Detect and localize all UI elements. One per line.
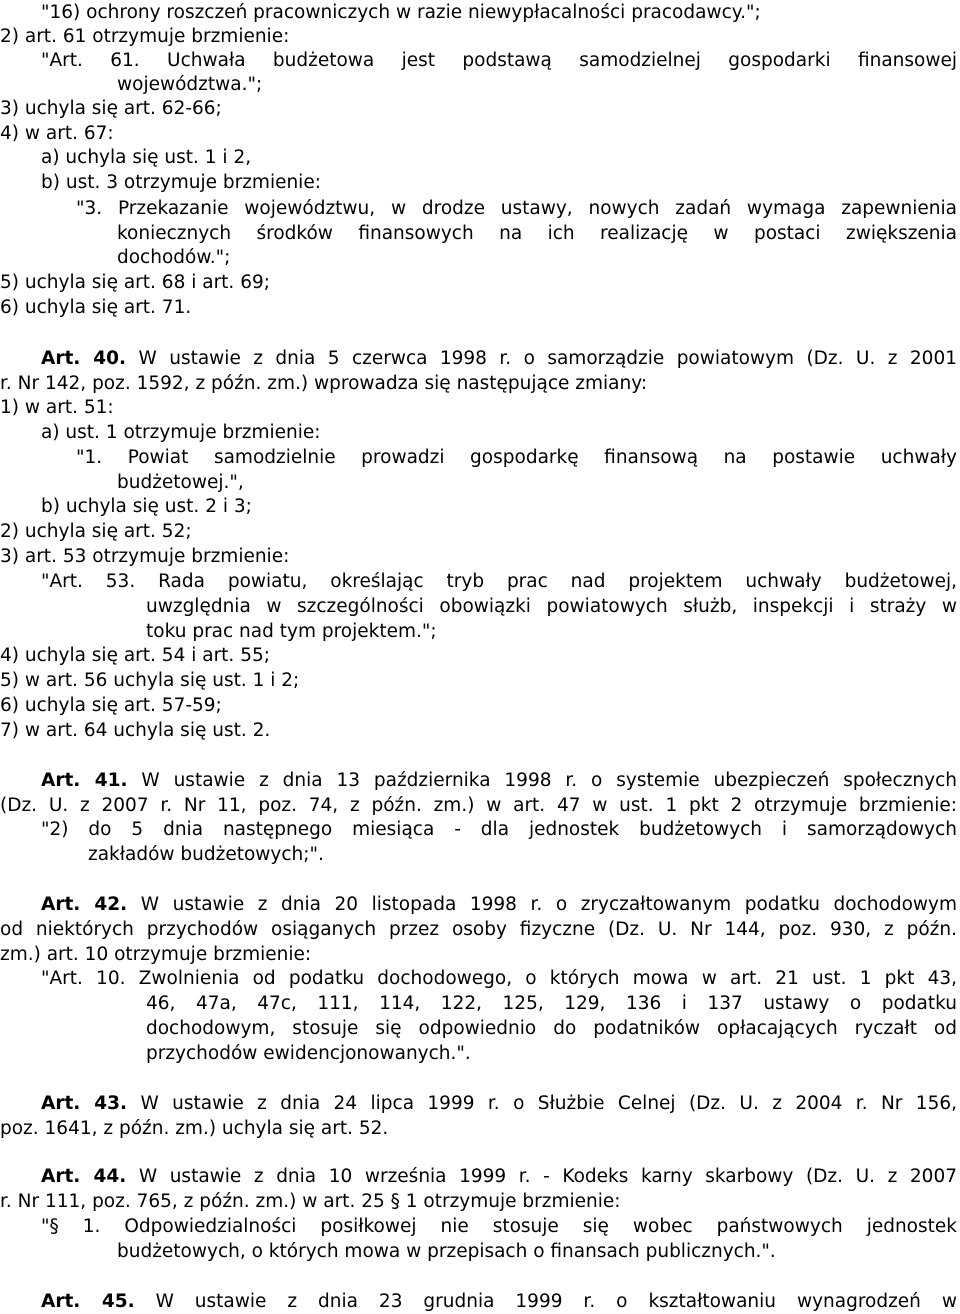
text-line: 5) uchyla się art. 68 i art. 69;	[0, 272, 270, 293]
text-line: 46, 47a, 47c, 111, 114, 122, 125, 129, 136 i 137 ustawy o podatku	[146, 993, 957, 1014]
article-text: W ustawie z dnia 13 października 1998 r. o systemie ubezpieczeń społecznych	[127, 770, 957, 791]
article-heading-line	[41, 1290, 957, 1314]
text-line: 1) w art. 51:	[0, 397, 114, 418]
article-text: W ustawie z dnia 10 września 1999 r. - Kodeks karny skarbowy (Dz. U. z 2007	[126, 1166, 957, 1187]
text-line: "2) do 5 dnia następnego miesiąca - dla jednostek budżetowych i samorządowych	[41, 819, 957, 840]
article-number: Art. 41.	[41, 770, 128, 791]
article-heading-line	[41, 1165, 957, 1189]
text-line: "Art. 53. Rada powiatu, określając tryb prac nad projektem uchwały budżetowej,	[41, 571, 957, 592]
text-line: "1. Powiat samodzielnie prowadzi gospodarkę finansową na postawie uchwały	[76, 447, 957, 468]
article-heading-line	[41, 893, 957, 917]
text-line: "16) ochrony roszczeń pracowniczych w razie niewypłacalności pracodawcy.";	[41, 2, 761, 23]
text-line: budżetowych, o których mowa w przepisach o finansach publicznych.".	[117, 1241, 776, 1262]
article-number: Art. 43.	[41, 1093, 128, 1114]
article-number: Art. 40.	[41, 348, 127, 369]
text-line: uwzględnia w szczególności obowiązki powiatowych służb, inspekcji i straży w	[146, 596, 957, 617]
text-line: od niektórych przychodów osiąganych przez osoby fizyczne (Dz. U. Nr 144, poz. 930, z późn.	[0, 919, 957, 940]
article-number: Art. 42.	[41, 894, 128, 915]
article-heading-line	[41, 769, 957, 793]
article-text: W ustawie z dnia 24 lipca 1999 r. o Służbie Celnej (Dz. U. z 2004 r. Nr 156,	[127, 1093, 957, 1114]
text-line: "Art. 10. Zwolnienia od podatku dochodowego, o których mowa w art. 21 ust. 1 pkt 43,	[41, 968, 957, 989]
text-line: 2) uchyla się art. 52;	[0, 521, 192, 542]
text-line: poz. 1641, z późn. zm.) uchyla się art. 52.	[0, 1118, 389, 1139]
article-heading-line	[41, 347, 957, 371]
article-text: W ustawie z dnia 23 grudnia 1999 r. o kształtowaniu wynagrodzeń w	[134, 1291, 957, 1312]
text-line: "Art. 61. Uchwała budżetowa jest podstawą samodzielnej gospodarki finansowej	[41, 50, 957, 71]
text-line: dochodowym, stosuje się odpowiednio do podatników opłacających ryczałt od	[146, 1018, 957, 1039]
text-line: a) ust. 1 otrzymuje brzmienie:	[41, 422, 321, 443]
text-line: przychodów ewidencjonowanych.".	[146, 1043, 471, 1064]
text-line: budżetowej.",	[117, 472, 244, 493]
text-line: r. Nr 142, poz. 1592, z późn. zm.) wprowadza się następujące zmiany:	[0, 373, 648, 394]
text-line: województwa.";	[117, 74, 263, 95]
article-text: W ustawie z dnia 20 listopada 1998 r. o zryczałtowanym podatku dochodowym	[127, 894, 957, 915]
article-heading-line	[41, 1092, 957, 1116]
text-line: koniecznych środków finansowych na ich realizację w postaci zwiększenia	[117, 223, 957, 244]
text-line: 3) uchyla się art. 62-66;	[0, 98, 222, 119]
article-number: Art. 45.	[41, 1291, 135, 1312]
text-line: dochodów.";	[117, 247, 231, 268]
text-line: 4) uchyla się art. 54 i art. 55;	[0, 645, 270, 666]
text-line: "§ 1. Odpowiedzialności posiłkowej nie stosuje się wobec państwowych jednostek	[41, 1216, 957, 1237]
text-line: toku prac nad tym projektem.";	[146, 621, 437, 642]
article-text: W ustawie z dnia 5 czerwca 1998 r. o samorządzie powiatowym (Dz. U. z 2001	[126, 348, 957, 369]
text-line: "3. Przekazanie województwu, w drodze ustawy, nowych zadań wymaga zapewnienia	[76, 198, 957, 219]
text-line: 5) w art. 56 uchyla się ust. 1 i 2;	[0, 670, 300, 691]
text-line: 6) uchyla się art. 71.	[0, 297, 192, 318]
text-line: b) uchyla się ust. 2 i 3;	[41, 496, 252, 517]
text-line: zm.) art. 10 otrzymuje brzmienie:	[0, 944, 312, 965]
text-line: (Dz. U. z 2007 r. Nr 11, poz. 74, z późn. zm.) w art. 47 w ust. 1 pkt 2 otrzymuje brzmienie:	[0, 795, 957, 816]
text-line: b) ust. 3 otrzymuje brzmienie:	[41, 172, 321, 193]
text-line: zakładów budżetowych;".	[88, 844, 324, 865]
text-line: 7) w art. 64 uchyla się ust. 2.	[0, 720, 271, 741]
article-number: Art. 44.	[41, 1166, 127, 1187]
text-line: a) uchyla się ust. 1 i 2,	[41, 147, 252, 168]
text-line: r. Nr 111, poz. 765, z późn. zm.) w art. 25 § 1 otrzymuje brzmienie:	[0, 1191, 621, 1212]
text-line: 4) w art. 67:	[0, 123, 114, 144]
text-line: 2) art. 61 otrzymuje brzmienie:	[0, 26, 290, 47]
text-line: 6) uchyla się art. 57-59;	[0, 695, 222, 716]
text-line: 3) art. 53 otrzymuje brzmienie:	[0, 546, 290, 567]
